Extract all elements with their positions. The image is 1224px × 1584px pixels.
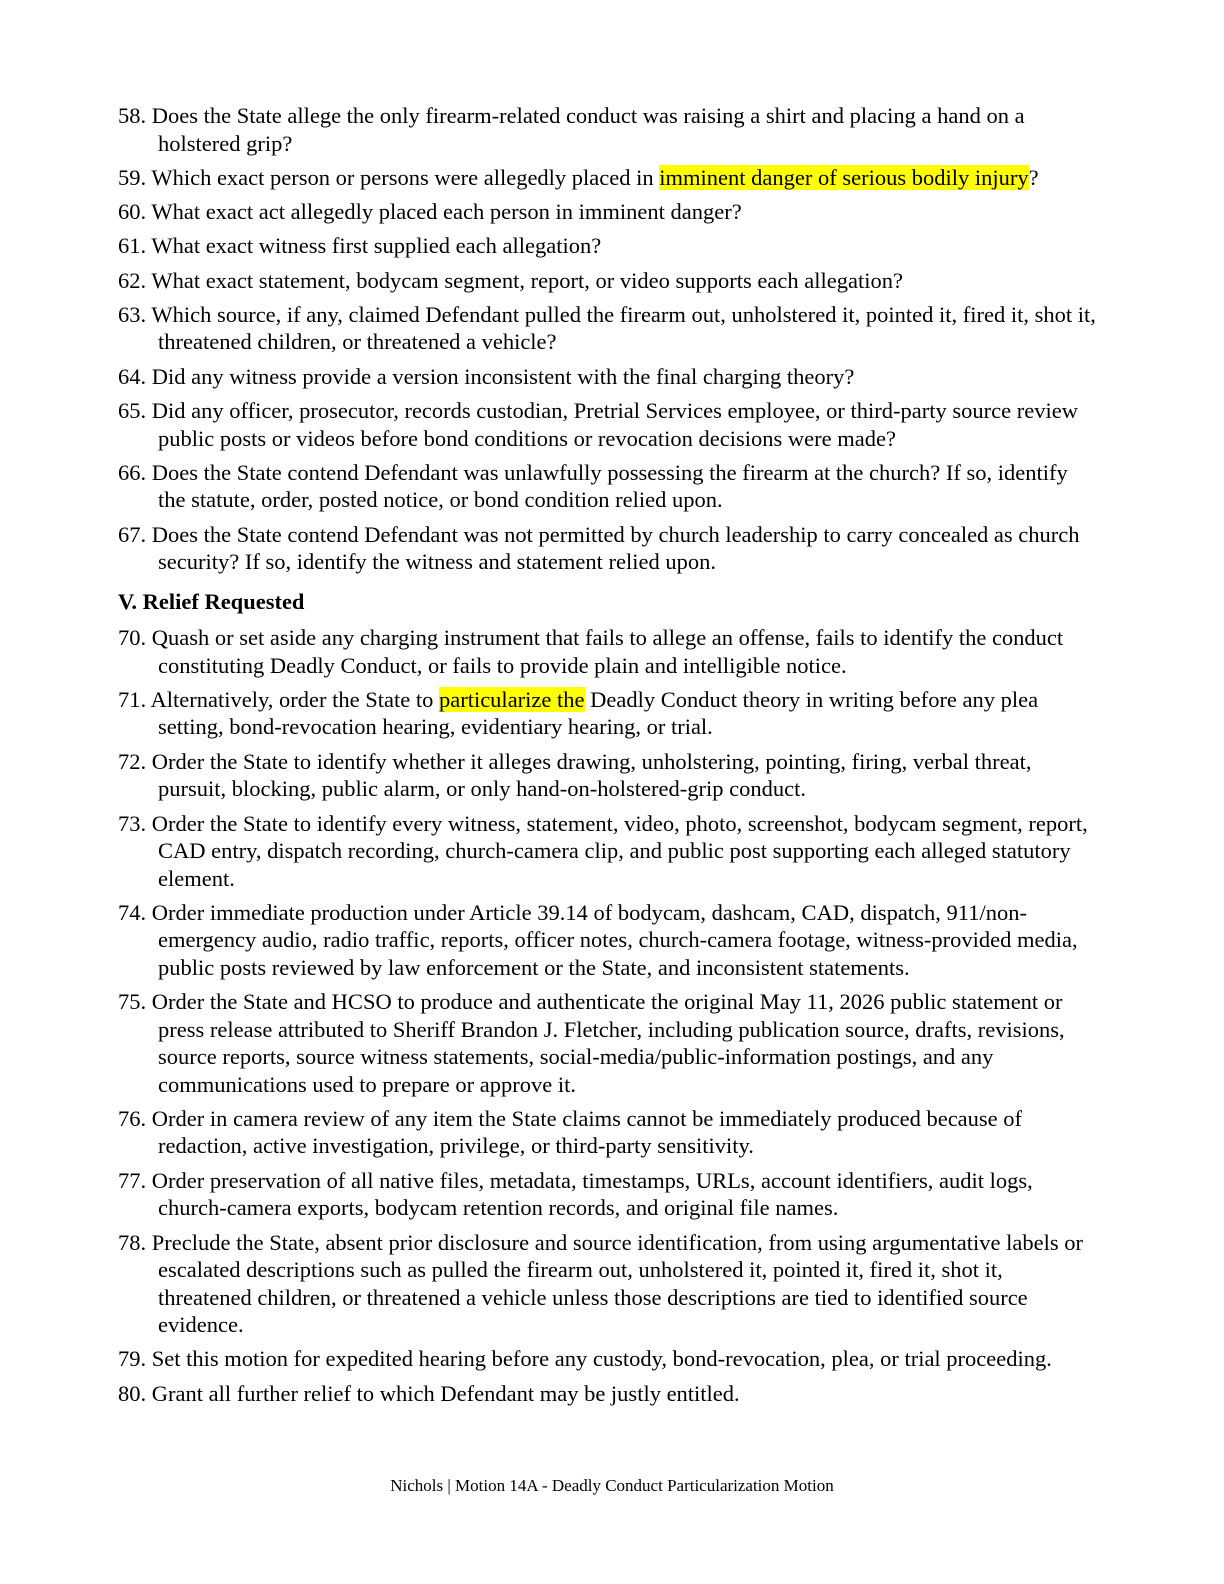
- list-item: 67. Does the State contend Defendant was not permitted by church leadership to carry concealed as church security? If so, identify the witness and statement relied upon.: [118, 521, 1080, 575]
- item-text: 59. Which exact person or persons were allegedly placed in: [118, 164, 660, 190]
- list-item: 77. Order preservation of all native files, metadata, timestamps, URLs, account identifiers, audit logs, church-camera exports, bodycam retention records, and original file names.: [118, 1167, 1033, 1221]
- question-list: [118, 102, 1098, 576]
- page-footer: Nichols | Motion 14A - Deadly Conduct Particularization Motion: [390, 1476, 834, 1495]
- list-item: 70. Quash or set aside any charging instrument that fails to allege an offense, fails to identify the conduct constituting Deadly Conduct, or fails to provide plain and intelligible notice.: [118, 625, 1064, 678]
- list-item: 74. Order immediate production under Article 39.14 of bodycam, dashcam, CAD, dispatch, 911/non-emergency audio, radio traffic, reports, officer notes, church-camera footage, witness-provided media, public posts reviewed by law enforcement or the State, and inconsistent statements.: [118, 899, 1078, 980]
- item-text: 71. Alternatively, order the State to: [118, 686, 439, 712]
- item-text: ?: [1028, 164, 1039, 190]
- list-item: 80. Grant all further relief to which Defendant may be justly entitled.: [118, 1380, 740, 1406]
- highlighted-text: particularize the: [438, 686, 585, 712]
- list-item: 64. Did any witness provide a version inconsistent with the final charging theory?: [118, 363, 855, 389]
- item-text: Deadly Conduct theory in writing before any plea setting, bond-revocation hearing, evidentiary hearing, or trial.: [158, 686, 1039, 740]
- list-item: 75. Order the State and HCSO to produce and authenticate the original May 11, 2026 public statement or press release attributed to Sheriff Brandon J. Fletcher, including publication source, drafts, revisions, source reports, source witness statements, social-media/public-information postings, and any communications used to prepare or approve it.: [118, 989, 1065, 1097]
- list-item: 65. Did any officer, prosecutor, records custodian, Pretrial Services employee, or third-party source review public posts or videos before bond conditions or revocation decisions were made?: [118, 398, 1078, 451]
- list-item: [118, 164, 1098, 192]
- list-item: 66. Does the State contend Defendant was unlawfully possessing the firearm at the church? If so, identify the statute, order, posted notice, or bond condition relied upon.: [118, 459, 1068, 513]
- list-item: 58. Does the State allege the only firearm-related conduct was raising a shirt and placing a hand on a holstered grip?: [118, 103, 1025, 156]
- list-item: 61. What exact witness first supplied each allegation?: [118, 233, 602, 259]
- list-item: [118, 686, 1098, 741]
- list-item: 60. What exact act allegedly placed each person in imminent danger?: [118, 199, 742, 225]
- highlighted-text: imminent danger of serious bodily injury: [659, 164, 1029, 190]
- list-item: 76. Order in camera review of any item the State claims cannot be immediately produced because of redaction, active investigation, privilege, or third-party sensitivity.: [118, 1105, 1023, 1159]
- list-item: 72. Order the State to identify whether it alleges drawing, unholstering, pointing, firing, verbal threat, pursuit, blocking, public alarm, or only hand-on-holstered-grip conduct.: [118, 748, 1032, 802]
- section-heading: V. Relief Requested: [118, 588, 305, 614]
- document-page: [118, 102, 1098, 1414]
- list-item: 78. Preclude the State, absent prior disclosure and source identification, from using argumentative labels or escalated descriptions such as pulled the firearm out, unholstered it, pointed it, fired it, shot it, threatened children, or threatened a vehicle unless those descriptions are tied to identified source evidence.: [118, 1229, 1083, 1338]
- relief-list: [118, 624, 1098, 1407]
- list-item: 79. Set this motion for expedited hearing before any custody, bond-revocation, plea, or trial proceeding.: [118, 1346, 1052, 1372]
- list-item: 63. Which source, if any, claimed Defendant pulled the firearm out, unholstered it, pointed it, fired it, shot it, threatened children, or threatened a vehicle?: [118, 301, 1096, 355]
- list-item: 73. Order the State to identify every witness, statement, video, photo, screenshot, bodycam segment, report, CAD entry, dispatch recording, church-camera clip, and public post supporting each alleged statutory element.: [118, 810, 1088, 891]
- list-item: 62. What exact statement, bodycam segment, report, or video supports each allegation?: [118, 267, 903, 293]
